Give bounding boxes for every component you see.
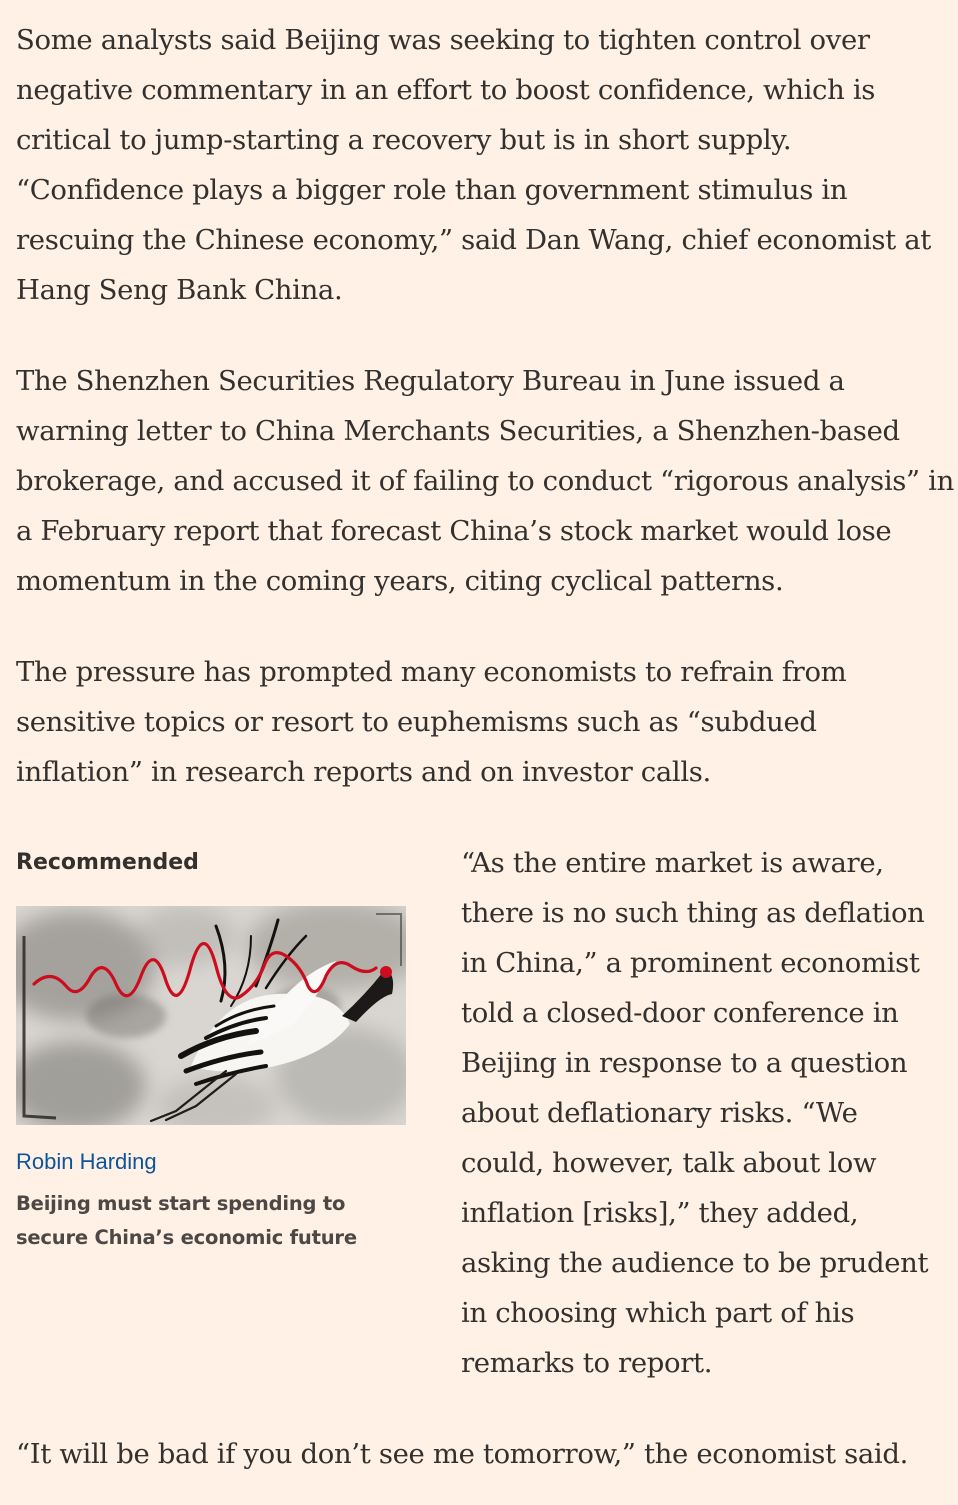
article-paragraph-1: Some analysts said Beijing was seeking to tighten control over negative commentary in an effort to boost confidence, which is critical to jump-starting a recovery but is in short supply. “Confidence plays a bigger role than government stimulus in rescuing the Chinese economy,” said Dan Wang, chief economist at Hang Seng Bank China.: [16, 24, 931, 306]
recommended-heading: Recommended: [16, 850, 199, 875]
article-paragraph-2: The Shenzhen Securities Regulatory Bureau in June issued a warning letter to China Merchants Securities, a Shenzhen-based brokerage, and accused it of failing to conduct “rigorous analysis” in a February report that forecast China’s stock market would lose momentum in the coming years, citing cyclical patterns.: [16, 365, 954, 597]
recommended-author-link[interactable]: Robin Harding: [16, 1149, 157, 1174]
recommended-article-image[interactable]: [16, 906, 406, 1125]
recommended-box: [16, 843, 408, 1255]
article-paragraph-5: “It will be bad if you don’t see me tomorrow,” the economist said.: [16, 1438, 909, 1470]
article-paragraph-3: The pressure has prompted many economists to refrain from sensitive topics or resort to euphemisms such as “subdued inflation” in research reports and on investor calls.: [16, 656, 847, 788]
article-paragraph-4: “As the entire market is aware, there is no such thing as deflation in China,” a prominent economist told a closed-door conference in Beijing in response to a question about deflationary risks. “We could, however, talk about low inflation [risks],” they added, asking the audience to be prudent in choosing which part of his remarks to report.: [461, 847, 929, 1379]
recommended-article-title-link[interactable]: Beijing must start spending to secure China’s economic future: [16, 1192, 357, 1249]
